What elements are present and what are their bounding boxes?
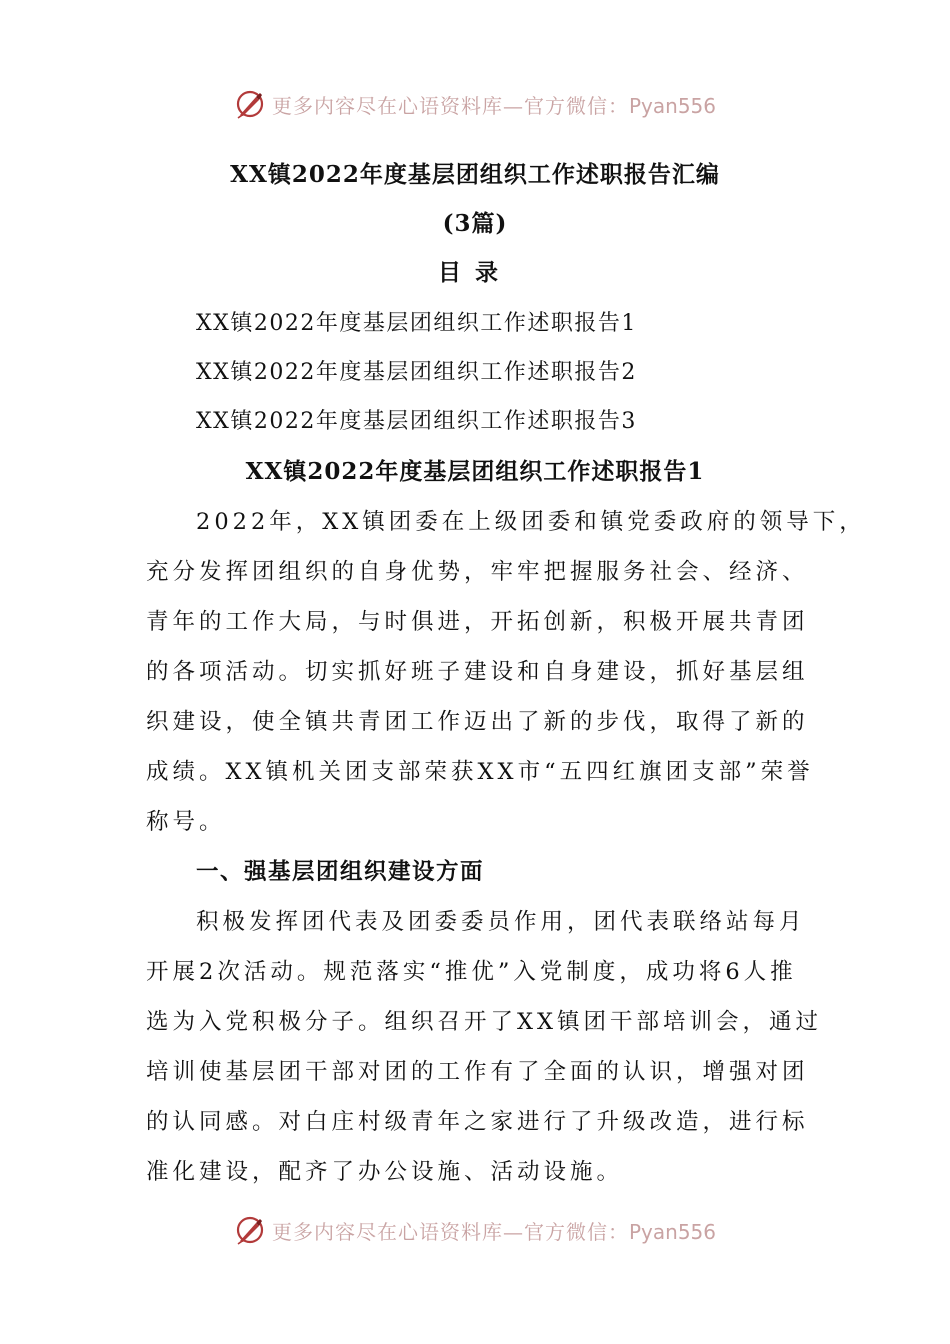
watermark-text [272, 90, 716, 119]
toc-item-3: XX镇2022年度基层团组织工作述职报告3 [196, 409, 637, 434]
paragraph-line: 积极发挥团代表及团委委员作用，团代表联络站每月 [196, 909, 806, 935]
watermark-label: 更多内容尽在心语资料库—官方微信： [271, 93, 629, 118]
pen-logo-icon [234, 88, 266, 120]
watermark-text [272, 1216, 716, 1245]
paragraph-line: 培训使基层团干部对团的工作有了全面的认识，增强对团 [146, 1059, 809, 1085]
watermark-footer [0, 1210, 950, 1250]
section-title: XX镇2022年度基层团组织工作述职报告1 [245, 458, 705, 485]
watermark-label: 更多内容尽在心语资料库—官方微信： [271, 1219, 629, 1244]
watermark-inner [234, 88, 716, 120]
paragraph-line: 称号。 [146, 809, 226, 835]
toc-item-1: XX镇2022年度基层团组织工作述职报告1 [196, 311, 637, 336]
watermark-wechat-id: Pyan556 [628, 1219, 716, 1244]
paragraph-line: 成绩。XX镇机关团支部荣获XX市“五四红旗团支部”荣誉 [146, 759, 814, 785]
pen-logo-icon [234, 1214, 266, 1246]
watermark-header [0, 84, 950, 124]
paragraph-line: 青年的工作大局，与时俱进，开拓创新，积极开展共青团 [146, 609, 809, 635]
paragraph-line: 开展2次活动。规范落实“推优”入党制度，成功将6人推 [146, 959, 797, 985]
document-subtitle: (3篇) [442, 210, 508, 237]
section-heading: 一、强基层团组织建设方面 [196, 859, 485, 885]
paragraph-line: 充分发挥团组织的自身优势，牢牢把握服务社会、经济、 [146, 559, 809, 585]
toc-item-2: XX镇2022年度基层团组织工作述职报告2 [196, 360, 637, 385]
paragraph-line: 的认同感。对白庄村级青年之家进行了升级改造，进行标 [146, 1109, 809, 1135]
watermark-wechat-id: Pyan556 [628, 93, 716, 118]
watermark-inner [234, 1214, 716, 1246]
paragraph-line: 的各项活动。切实抓好班子建设和自身建设，抓好基层组 [146, 659, 809, 685]
paragraph-line: 织建设，使全镇共青团工作迈出了新的步伐，取得了新的 [146, 709, 809, 735]
paragraph-line: 选为入党积极分子。组织召开了XX镇团干部培训会，通过 [146, 1009, 823, 1035]
paragraph-line: 2022年，XX镇团委在上级团委和镇党委政府的领导下， [196, 509, 866, 535]
document-title: XX镇2022年度基层团组织工作述职报告汇编 [230, 161, 720, 188]
toc-heading: 目录 [438, 259, 512, 286]
paragraph-line: 准化建设，配齐了办公设施、活动设施。 [146, 1159, 624, 1185]
